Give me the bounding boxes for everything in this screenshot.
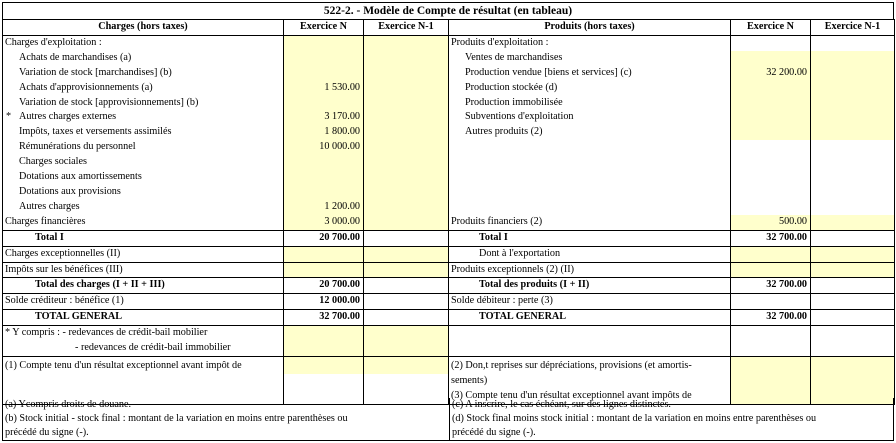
- cell-n1: [364, 230, 449, 246]
- footnotes: [2, 398, 894, 441]
- value-total-general-charges: 32 700.00: [284, 310, 364, 326]
- cell-n1[interactable]: [811, 51, 895, 66]
- table-row: [3, 140, 895, 155]
- cell-n1: [364, 310, 449, 326]
- label-total-general-charges: TOTAL GENERAL: [3, 310, 284, 326]
- cell-n1: [811, 35, 895, 50]
- label-charges-exceptionnelles: Charges exceptionnelles (II): [3, 246, 284, 262]
- table-row: [3, 185, 895, 200]
- label-solde-debiteur: Solde débiteur : perte (3): [449, 294, 731, 310]
- cell-n[interactable]: [731, 374, 811, 389]
- cell-n1[interactable]: [364, 51, 449, 66]
- cell-n: [731, 200, 811, 215]
- label-ventes-marchandises: Ventes de marchandises: [449, 51, 731, 66]
- label-achats-approvisionnements: Achats d'approvisionnements (a): [3, 81, 284, 96]
- footnote-c: (c) A inscrire, le cas échéant, sur des lignes distinctes.: [452, 399, 671, 410]
- value-total-charges: 20 700.00: [284, 278, 364, 294]
- value-achats-approvisionnements[interactable]: 1 530.00: [284, 81, 364, 96]
- table-row: [3, 294, 895, 310]
- table-row: [3, 96, 895, 111]
- cell-n1: [811, 326, 895, 341]
- label-total-charges: Total des charges (I + II + III): [3, 278, 284, 294]
- label-total-1-produits: Total I: [449, 230, 731, 246]
- asterisk-mark: *: [6, 111, 12, 123]
- table-row: [3, 125, 895, 140]
- cell-n: [731, 294, 811, 310]
- value-produits-financiers[interactable]: 500.00: [731, 215, 811, 230]
- label-total-general-produits: TOTAL GENERAL: [449, 310, 731, 326]
- cell-n1[interactable]: [811, 81, 895, 96]
- table-row: [3, 35, 895, 50]
- table-row: [3, 326, 895, 341]
- cell-n[interactable]: [731, 125, 811, 140]
- value-solde-crediteur: 12 000.00: [284, 294, 364, 310]
- cell-n1: [811, 185, 895, 200]
- label-note-2b: sements): [449, 374, 731, 389]
- cell-n1: [811, 278, 895, 294]
- cell-n1[interactable]: [364, 341, 449, 356]
- page-title: 522-2. - Modèle de Compte de résultat (en tableau): [2, 2, 894, 19]
- table-row: [3, 66, 895, 81]
- label-production-immobilisee: Production immobilisée: [449, 96, 731, 111]
- cell-n1[interactable]: [364, 200, 449, 215]
- table-row: [3, 155, 895, 170]
- cell-n1: [811, 170, 895, 185]
- label-production-stockee: Production stockée (d): [449, 81, 731, 96]
- header-produits: Produits (hors taxes): [449, 20, 731, 36]
- table-row: [3, 262, 895, 278]
- cell-n: [731, 341, 811, 356]
- table-row-total: [3, 278, 895, 294]
- cell-n[interactable]: [731, 96, 811, 111]
- cell-n[interactable]: [731, 262, 811, 278]
- cell-n1: [811, 230, 895, 246]
- cell-n1[interactable]: [811, 246, 895, 262]
- cell-n1[interactable]: [811, 262, 895, 278]
- label-dotations-amortissements: Dotations aux amortissements: [3, 170, 284, 185]
- cell-n[interactable]: [284, 341, 364, 356]
- cell-n1: [811, 294, 895, 310]
- label-variation-stock-marchandises: Variation de stock [marchandises] (b): [3, 66, 284, 81]
- label-achats-marchandises: Achats de marchandises (a): [3, 51, 284, 66]
- label-total-produits: Total des produits (I + II): [449, 278, 731, 294]
- footnote-a: (a) Ycompris droits de douane.: [5, 399, 132, 410]
- cell-n1[interactable]: [364, 185, 449, 200]
- cell-empty: [449, 185, 731, 200]
- cell-n: [731, 35, 811, 50]
- footnote-d-line2: précédé du signe (-).: [452, 427, 536, 438]
- cell-n: [284, 374, 364, 389]
- cell-n[interactable]: [284, 96, 364, 111]
- footnote-b-line2: précédé du signe (-).: [5, 427, 89, 438]
- table-row: [3, 110, 895, 125]
- cell-n1[interactable]: [364, 35, 449, 50]
- cell-n[interactable]: [731, 110, 811, 125]
- label-autres-charges-externes: Autres charges externes: [19, 111, 117, 123]
- label-production-vendue: Production vendue [biens et services] (c): [449, 66, 731, 81]
- cell-n1[interactable]: [364, 96, 449, 111]
- header-charges: Charges (hors taxes): [3, 20, 284, 36]
- label-produits-financiers: Produits financiers (2): [449, 215, 731, 230]
- label-note-2a: (2) Don,t reprises sur dépréciations, provisions (et amortis-: [449, 356, 731, 374]
- label-impots-benefices: Impôts sur les bénéfices (III): [3, 262, 284, 278]
- cell-n[interactable]: [284, 35, 364, 50]
- value-charges-financieres[interactable]: 3 000.00: [284, 215, 364, 230]
- cell-n[interactable]: [731, 246, 811, 262]
- label-autres-charges: Autres charges: [3, 200, 284, 215]
- footnotes-right: [449, 398, 896, 440]
- cell-n: [731, 170, 811, 185]
- cell-n1[interactable]: [811, 215, 895, 230]
- label-charges-financieres: Charges financières: [3, 215, 284, 230]
- cell-empty: [449, 170, 731, 185]
- value-autres-charges-externes[interactable]: 3 170.00: [284, 110, 364, 125]
- label-produits-exceptionnels: Produits exceptionnels (2) (II): [449, 262, 731, 278]
- cell-n[interactable]: [284, 262, 364, 278]
- cell-n1[interactable]: [364, 125, 449, 140]
- label-variation-stock-approvisionnements: Variation de stock [approvisionnements] (b): [3, 96, 284, 111]
- cell-n[interactable]: [731, 81, 811, 96]
- table-row-total: [3, 310, 895, 326]
- table-row: [3, 341, 895, 356]
- label-total-1-charges: Total I: [3, 230, 284, 246]
- cell-n1[interactable]: [364, 140, 449, 155]
- cell-n1: [811, 310, 895, 326]
- table-header-row: [3, 20, 895, 36]
- value-remunerations[interactable]: 10 000.00: [284, 140, 364, 155]
- label-autres-charges-externes-cell: [3, 110, 284, 125]
- cell-n1[interactable]: [364, 155, 449, 170]
- cell-n1[interactable]: [364, 66, 449, 81]
- income-statement-table: [2, 19, 895, 405]
- cell-n: [731, 326, 811, 341]
- label-charges-sociales: Charges sociales: [3, 155, 284, 170]
- label-impots-taxes: Impôts, taxes et versements assimilés: [3, 125, 284, 140]
- cell-n[interactable]: [284, 356, 364, 374]
- cell-empty: [449, 155, 731, 170]
- cell-n[interactable]: [284, 246, 364, 262]
- cell-n1[interactable]: [811, 356, 895, 374]
- cell-n[interactable]: [284, 66, 364, 81]
- header-exercice-n: Exercice N: [731, 20, 811, 36]
- label-y-compris-immobilier: - redevances de crédit-bail immobilier: [3, 341, 284, 356]
- value-total-general-produits: 32 700.00: [731, 310, 811, 326]
- label-solde-crediteur: Solde créditeur : bénéfice (1): [3, 294, 284, 310]
- cell-n1[interactable]: [811, 66, 895, 81]
- cell-n1: [811, 140, 895, 155]
- cell-n1[interactable]: [364, 81, 449, 96]
- table-row: [3, 246, 895, 262]
- table-row: [3, 51, 895, 66]
- cell-n: [731, 185, 811, 200]
- cell-empty: [449, 200, 731, 215]
- cell-n1[interactable]: [364, 356, 449, 374]
- header-exercice-n: Exercice N: [284, 20, 364, 36]
- label-dont-exportation: Dont à l'exportation: [449, 246, 731, 262]
- table-row: [3, 170, 895, 185]
- cell-empty: [449, 326, 731, 341]
- cell-n[interactable]: [284, 326, 364, 341]
- label-note-1: (1) Compte tenu d'un résultat exceptionnel avant impôt de: [3, 356, 284, 374]
- label-y-compris: * Y compris : - redevances de crédit-bail mobilier: [3, 326, 284, 341]
- table-row: [3, 215, 895, 230]
- value-production-vendue[interactable]: 32 200.00: [731, 66, 811, 81]
- header-exercice-n1: Exercice N-1: [811, 20, 895, 36]
- table-row-total: [3, 230, 895, 246]
- cell-n1[interactable]: [364, 326, 449, 341]
- table-row: [3, 356, 895, 374]
- cell-n1[interactable]: [811, 110, 895, 125]
- cell-n: [731, 155, 811, 170]
- cell-n[interactable]: [284, 170, 364, 185]
- value-total-produits: 32 700.00: [731, 278, 811, 294]
- cell-n[interactable]: [284, 185, 364, 200]
- cell-n[interactable]: [284, 155, 364, 170]
- cell-n1: [811, 155, 895, 170]
- cell-n1[interactable]: [364, 215, 449, 230]
- cell-n1[interactable]: [811, 125, 895, 140]
- value-total-1-charges: 20 700.00: [284, 230, 364, 246]
- footnote-d-line1: (d) Stock final moins stock initial : montant de la variation en moins entre parenthèses ou: [452, 413, 817, 424]
- cell-empty: [3, 374, 284, 389]
- table-row: [3, 374, 895, 389]
- cell-n[interactable]: [731, 356, 811, 374]
- label-dotations-provisions: Dotations aux provisions: [3, 185, 284, 200]
- footnote-b-line1: (b) Stock initial - stock final : montant de la variation en moins entre parenthèses ou: [5, 413, 348, 424]
- value-autres-charges[interactable]: 1 200.00: [284, 200, 364, 215]
- cell-n1[interactable]: [811, 374, 895, 389]
- value-total-1-produits: 32 700.00: [731, 230, 811, 246]
- label-produits-exploitation: Produits d'exploitation :: [449, 35, 731, 50]
- label-note-3: (3) Compte tenu d'un résultat exceptionnel avant impôts de: [449, 389, 731, 404]
- label-subventions: Subventions d'exploitation: [449, 110, 731, 125]
- value-impots-taxes[interactable]: 1 800.00: [284, 125, 364, 140]
- cell-n1[interactable]: [811, 96, 895, 111]
- cell-n1: [364, 374, 449, 389]
- cell-n1[interactable]: [364, 110, 449, 125]
- cell-n1: [811, 341, 895, 356]
- table-row: [3, 81, 895, 96]
- cell-empty: [449, 341, 731, 356]
- cell-empty: [449, 140, 731, 155]
- cell-n: [731, 140, 811, 155]
- table-row: [3, 200, 895, 215]
- header-exercice-n1: Exercice N-1: [364, 20, 449, 36]
- label-autres-produits: Autres produits (2): [449, 125, 731, 140]
- cell-n1[interactable]: [364, 170, 449, 185]
- cell-n[interactable]: [731, 51, 811, 66]
- label-remunerations: Rémunérations du personnel: [3, 140, 284, 155]
- cell-n[interactable]: [284, 51, 364, 66]
- cell-n1[interactable]: [364, 262, 449, 278]
- cell-n1[interactable]: [364, 246, 449, 262]
- cell-n1: [364, 294, 449, 310]
- cell-n1: [811, 200, 895, 215]
- income-statement-sheet: [2, 2, 894, 441]
- cell-n1: [364, 278, 449, 294]
- label-charges-exploitation: Charges d'exploitation :: [3, 35, 284, 50]
